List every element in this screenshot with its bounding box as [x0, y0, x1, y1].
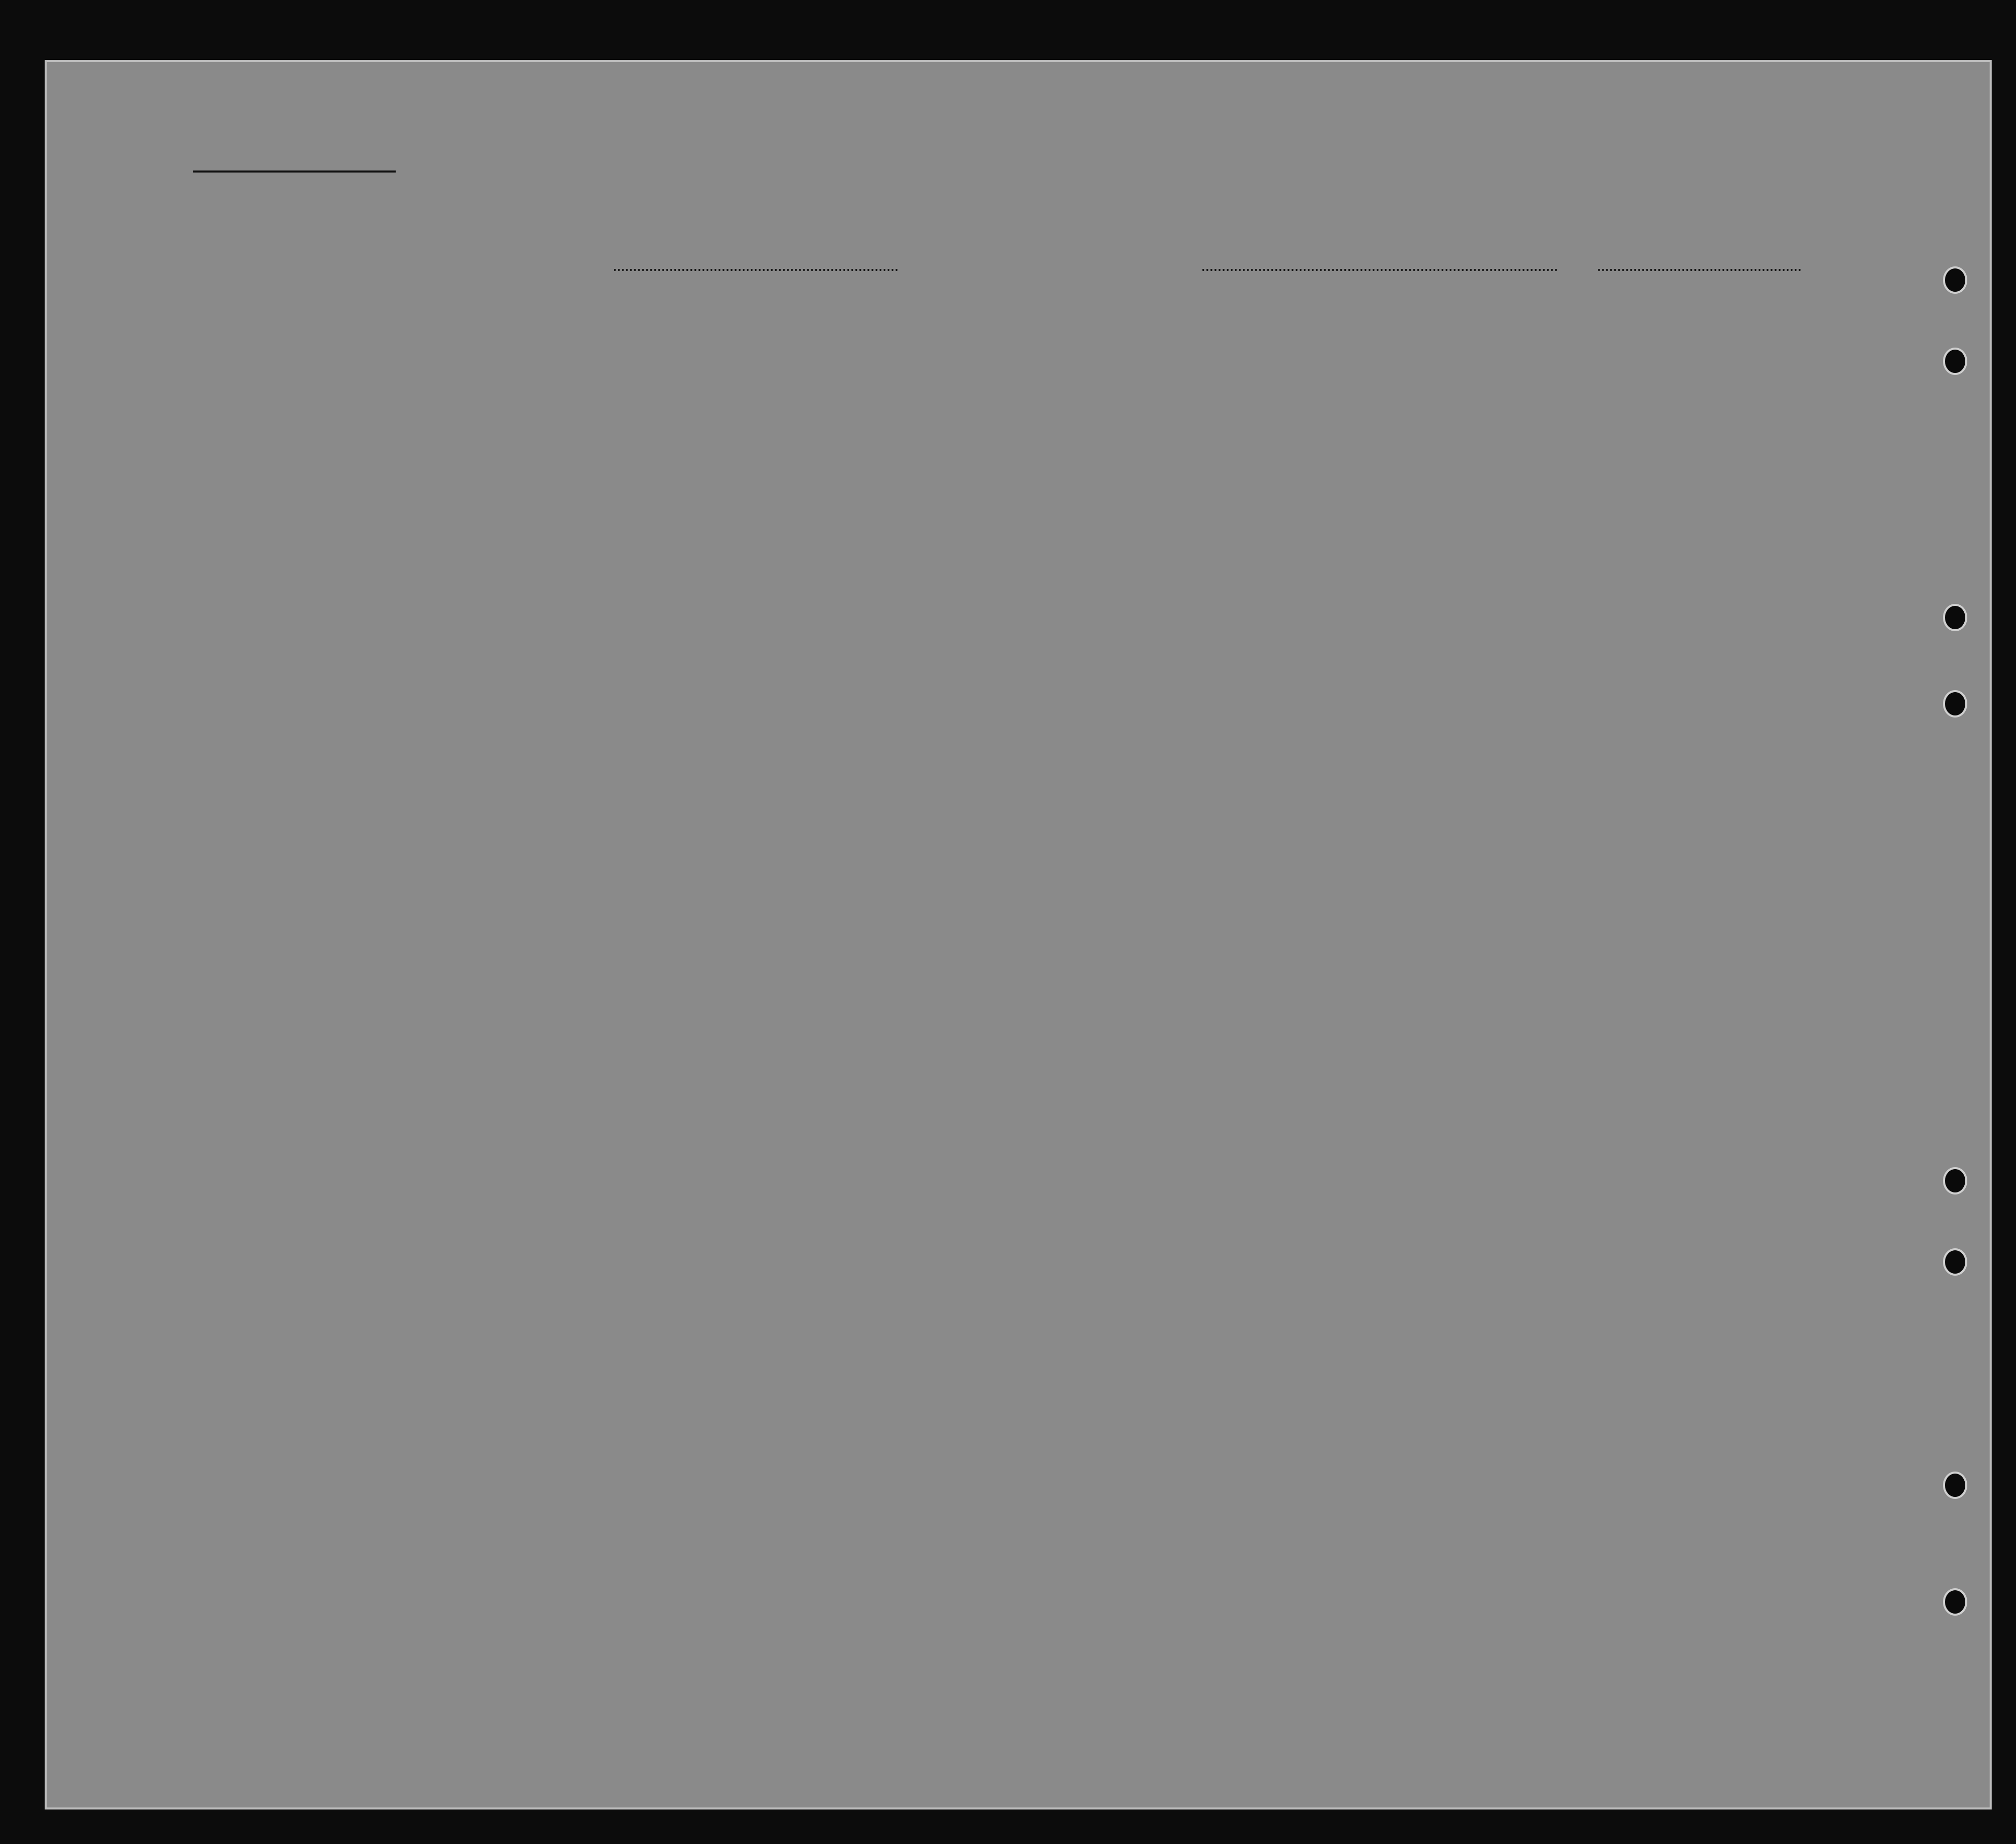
binder-hole	[1943, 266, 1967, 294]
binder-hole	[1943, 604, 1967, 631]
binder-hole	[1943, 348, 1967, 375]
binder-hole	[1943, 1167, 1967, 1194]
binder-hole	[1943, 690, 1967, 718]
binder-hole	[1943, 1472, 1967, 1499]
binder-hole	[1943, 1248, 1967, 1276]
binder-hole	[1943, 1588, 1967, 1616]
